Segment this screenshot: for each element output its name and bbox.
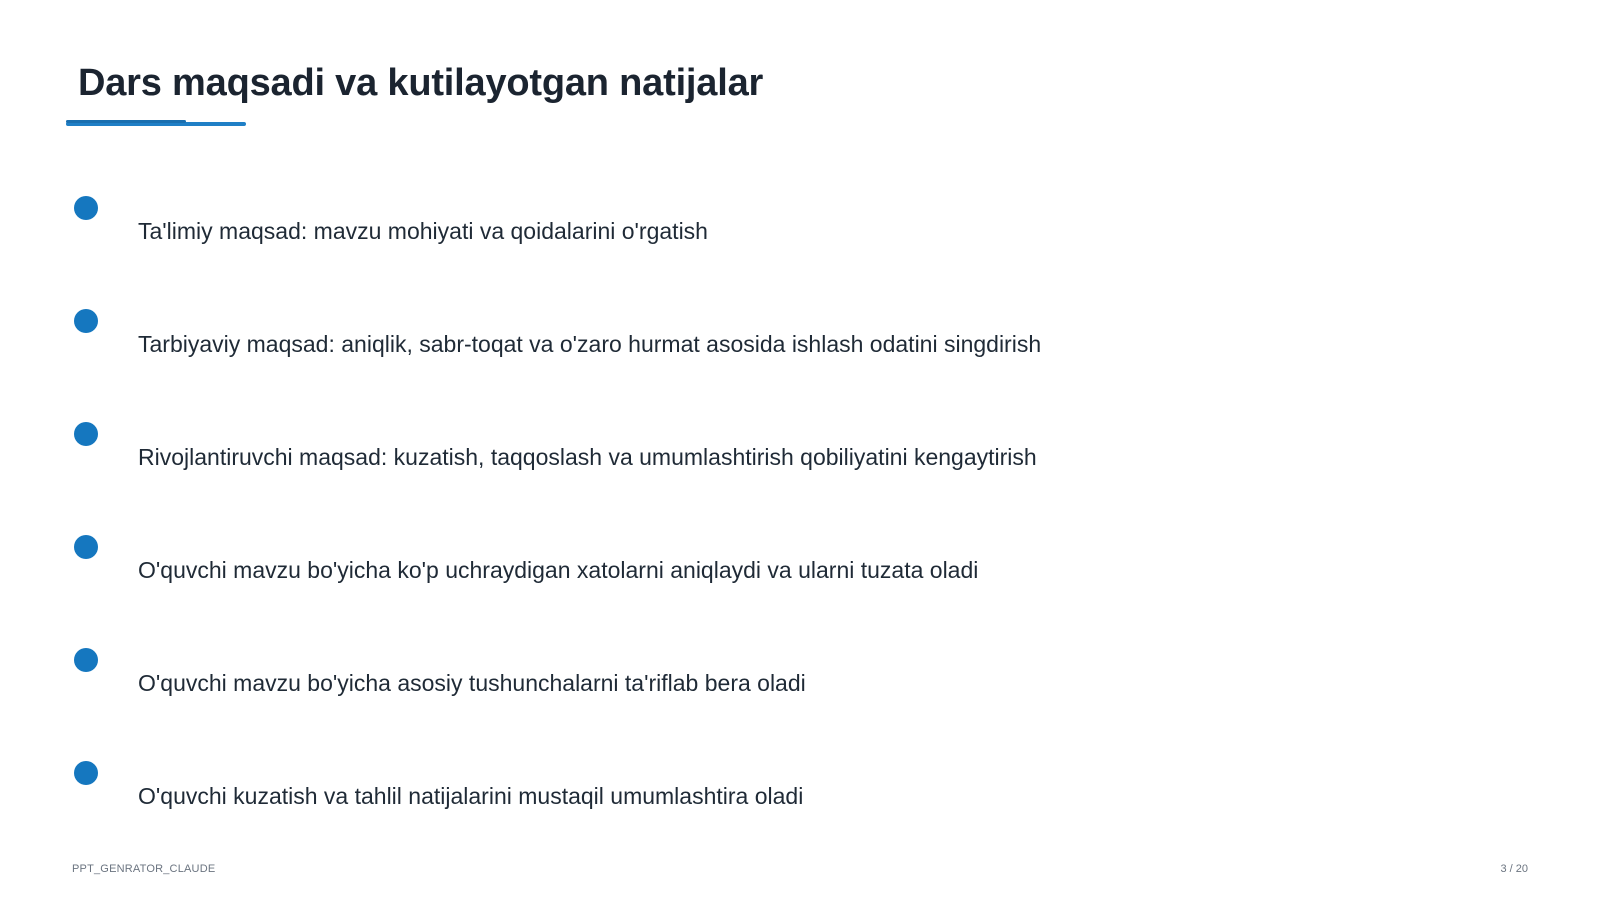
bullet-text: Rivojlantiruvchi maqsad: kuzatish, taqqoslash va umumlashtirish qobiliyatini kengaytirish: [138, 444, 1037, 470]
bullet-text: O'quvchi mavzu bo'yicha asosiy tushunchalarni ta'riflab bera oladi: [138, 670, 806, 696]
footer-label: PPT_GENRATOR_CLAUDE: [72, 863, 216, 875]
list-item: [0, 422, 1600, 482]
bullet-text: O'quvchi kuzatish va tahlil natijalarini mustaqil umumlashtira oladi: [138, 783, 804, 809]
page-indicator: 3 / 20: [1500, 863, 1528, 875]
bullet-dot-icon: [74, 761, 98, 785]
bullet-dot-icon: [74, 422, 98, 446]
list-item: [0, 535, 1600, 595]
bullet-dot-icon: [74, 196, 98, 220]
list-item: [0, 309, 1600, 369]
slide-title: Dars maqsadi va kutilayotgan natijalar: [78, 62, 764, 104]
bullet-text: Ta'limiy maqsad: mavzu mohiyati va qoidalarini o'rgatish: [138, 218, 708, 244]
bullet-dot-icon: [74, 309, 98, 333]
bullet-dot-icon: [74, 535, 98, 559]
list-item: [0, 196, 1600, 256]
bullet-text: O'quvchi mavzu bo'yicha ko'p uchraydigan xatolarni aniqlaydi va ularni tuzata oladi: [138, 557, 979, 583]
list-item: [0, 761, 1600, 821]
bullet-text: Tarbiyaviy maqsad: aniqlik, sabr-toqat va o'zaro hurmat asosida ishlash odatini singdirish: [138, 331, 1042, 357]
list-item: [0, 648, 1600, 708]
bullet-dot-icon: [74, 648, 98, 672]
